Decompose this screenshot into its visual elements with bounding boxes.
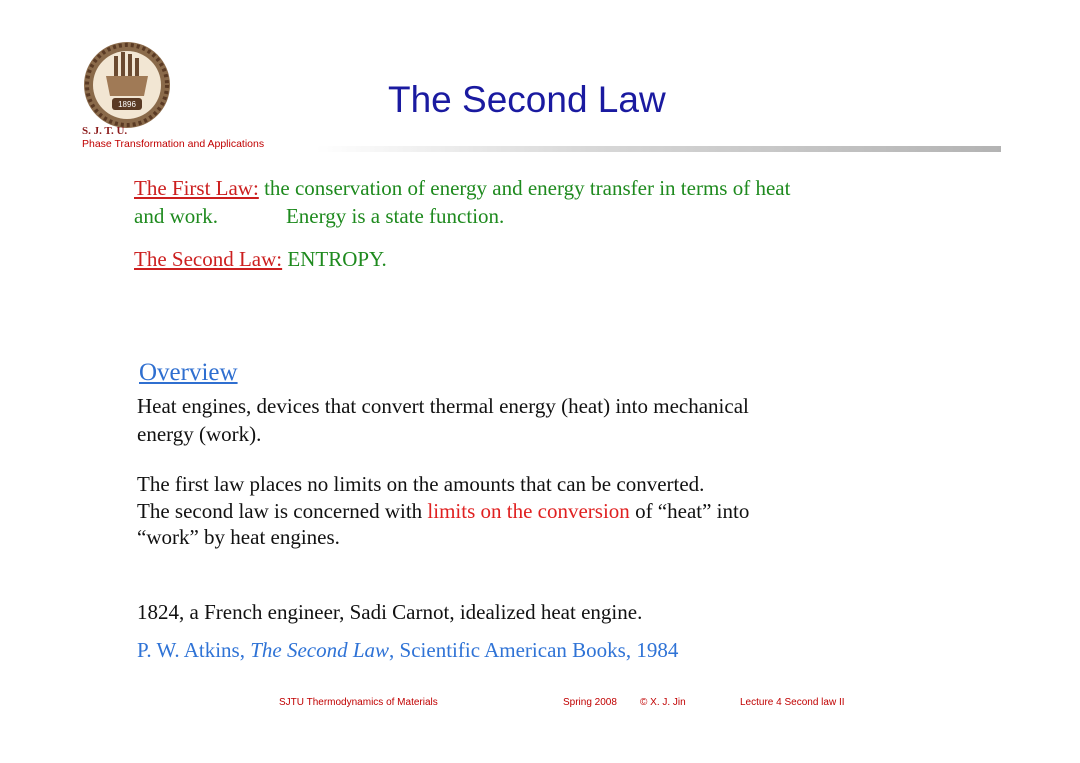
- logo-year: 1896: [118, 100, 136, 109]
- reference-rest: , Scientific American Books, 1984: [389, 638, 679, 662]
- overview-p2-line2: [137, 501, 749, 522]
- reference-author: P. W. Atkins,: [137, 638, 245, 662]
- overview-p2-line2a: The second law is concerned with: [137, 499, 423, 523]
- second-law-text: ENTROPY.: [287, 247, 387, 271]
- reference-line: [137, 640, 678, 661]
- first-law-text: the conservation of energy and energy transfer in terms of heat: [264, 176, 791, 200]
- overview-p2-line2b: of “heat” into: [635, 499, 750, 523]
- second-law-line: [134, 249, 387, 270]
- overview-p2-line1: The first law places no limits on the amounts that can be converted.: [137, 472, 705, 496]
- first-law-text-2a: and work.: [134, 204, 218, 228]
- highlight-text: limits on the conversion: [427, 499, 630, 523]
- overview-p1-line2: energy (work).: [137, 422, 262, 446]
- first-law-line-2: [134, 206, 504, 227]
- page-title: The Second Law: [388, 79, 666, 120]
- title-divider: [316, 146, 1001, 152]
- first-law-line-1: [134, 178, 790, 199]
- course-name: Phase Transformation and Applications: [82, 138, 265, 150]
- carnot-line: 1824, a French engineer, Sadi Carnot, idealized heat engine.: [137, 600, 643, 624]
- footer-term: Spring 2008: [563, 697, 617, 708]
- overview-heading: Overview: [139, 359, 238, 386]
- first-law-label: The First Law:: [134, 176, 259, 200]
- sjtu-seal-icon: [84, 42, 170, 128]
- overview-heading-line: [139, 360, 238, 385]
- first-law-text-2b: Energy is a state function.: [285, 204, 505, 228]
- footer-course: SJTU Thermodynamics of Materials: [279, 697, 438, 708]
- org-abbreviation: S. J. T. U.: [82, 125, 128, 137]
- footer-copyright: © X. J. Jin: [640, 697, 686, 708]
- reference-title: The Second Law: [250, 638, 390, 662]
- overview-p1-line1: Heat engines, devices that convert thermal energy (heat) into mechanical: [137, 394, 749, 418]
- overview-p2-line3: “work” by heat engines.: [137, 525, 340, 549]
- second-law-label: The Second Law:: [134, 247, 283, 271]
- university-logo: [82, 40, 172, 130]
- footer-lecture: Lecture 4 Second law II: [740, 697, 845, 708]
